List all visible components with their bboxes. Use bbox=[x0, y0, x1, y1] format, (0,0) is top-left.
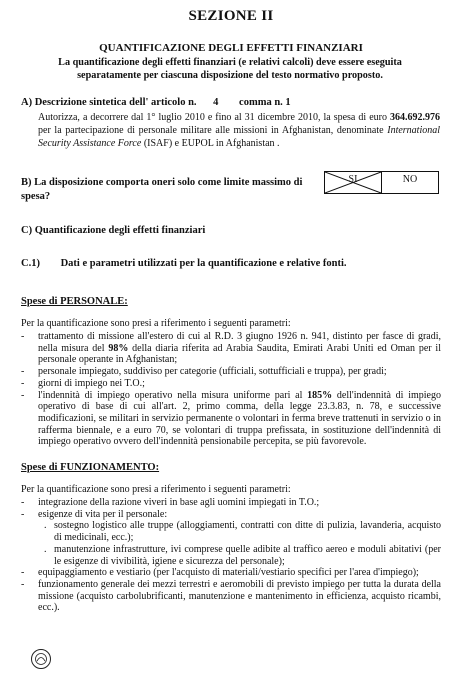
section-c1-label: C.1) bbox=[21, 258, 40, 269]
sub-list-item: . sostegno logistico alle truppe (alloggiamenti, contratti con ditte di pulizia, lavanderia, acquisto di medicinali, ecc.); bbox=[38, 520, 441, 543]
section-c-heading: C) Quantificazione degli effetti finanziari bbox=[21, 225, 206, 236]
funzionamento-intro: Per la quantificazione sono presi a riferimento i seguenti parametri: bbox=[21, 484, 291, 495]
official-seal-icon bbox=[30, 648, 52, 670]
list-item: - integrazione della razione viveri in base agli uomini impiegati in T.O.; bbox=[21, 497, 441, 509]
article-description-text bbox=[38, 111, 440, 150]
personale-intro: Per la quantificazione sono presi a riferimento i seguenti parametri: bbox=[21, 318, 291, 329]
list-item: - giorni di impiego nei T.O.; bbox=[21, 378, 441, 390]
comma-label: comma n. bbox=[239, 97, 283, 108]
personale-list bbox=[21, 331, 441, 448]
mission-name-italic: International Security Assistance Force bbox=[38, 125, 441, 149]
section-c1-title: Dati e parametri utilizzati per la quantificazione e relative fonti. bbox=[60, 258, 347, 269]
list-item: - equipaggiamento e vestiario (per l'acquisto di materiali/vestiario specifici per l'area d'impiego); bbox=[21, 567, 441, 579]
article-label: A) Descrizione sintetica dell' articolo n. bbox=[21, 97, 197, 108]
funzionamento-list bbox=[21, 497, 441, 614]
no-label: NO bbox=[402, 174, 418, 185]
yes-no-box bbox=[324, 171, 439, 194]
section-c1-heading bbox=[21, 258, 347, 269]
sub-list-item: . manutenzione infrastrutture, ivi comprese quelle adibite al traffico aereo e moduli abitativi (per le esigenze di vivibilità, igiene e sicurezza del personale); bbox=[38, 544, 441, 567]
funzionamento-heading: Spese di FUNZIONAMENTO: bbox=[21, 462, 160, 473]
article-number: 4 bbox=[213, 97, 219, 108]
comma-number: 1 bbox=[285, 97, 291, 108]
list-item: - esigenze di vita per il personale: . sostegno logistico alle truppe (alloggiamenti, contratti con ditte di pulizia, lavanderia, acquisto di medicinali, ecc.); . manutenzione infrastrutture, ivi comprese quelle adibite al traffico aereo e moduli abitativi (per le esigenze di vivibilità, igiene e sicurezza del personale); bbox=[21, 509, 441, 568]
cross-mark-icon bbox=[325, 172, 382, 193]
instruction-note: La quantificazione degli effetti finanziari (e relativi calcoli) deve essere eseguita separatamente per ciascuna disposizione del testo normativo proposto. bbox=[58, 57, 402, 81]
section-subtitle: QUANTIFICAZIONE DEGLI EFFETTI FINANZIARI bbox=[99, 42, 363, 54]
personale-heading: Spese di PERSONALE: bbox=[21, 296, 128, 307]
list-item: - l'indennità di impiego operativo nella misura uniforme pari al 185% dell'indennità di impiego operativo di base di cui all'art. 2, primo comma, della legge 23.3.83, n. 78, e successive modificazioni, se militari in servizio permanente o volontari in ferma breve trattenuti in servizio o in rafferma biennale, e a euro 70, se volontari di truppa prefissata, in sostituzione dell'indennità di impiego operativo ovvero dell'indennità pensionabile percepita, se più favorevole. bbox=[21, 390, 441, 449]
amount-value: 364.692.976 bbox=[390, 112, 441, 123]
article-description-heading bbox=[21, 97, 291, 108]
description-text-middle: per la partecipazione di personale militare alle missioni in Afghanistan, denominate bbox=[38, 125, 384, 136]
yes-label: SI bbox=[348, 174, 358, 185]
list-item: - trattamento di missione all'estero di cui al R.D. 3 giugno 1926 n. 941, distinto per fasce di gradi, nella misura del 98% della diaria riferita ad Arabia Saudita, Emirati Arabi Uniti ed Oman per il personale operante in Afghanistan; bbox=[21, 331, 441, 366]
list-item: - funzionamento generale dei mezzi terrestri e aeromobili di previsto impiego per tutta la durata della missione (acquisto carbolubrificanti, manutenzione e mantenimento in efficienza, acquisto ricambi, ecc.). bbox=[21, 579, 441, 614]
ceiling-question: B) La disposizione comporta oneri solo come limite massimo di spesa? bbox=[21, 177, 303, 202]
description-text-end: (ISAF) e EUPOL in Afghanistan . bbox=[143, 138, 280, 149]
list-item: - personale impiegato, suddiviso per categorie (ufficiali, sottufficiali e truppa), per gradi; bbox=[21, 366, 441, 378]
sub-list bbox=[38, 520, 441, 567]
no-cell[interactable] bbox=[382, 172, 438, 193]
description-text-start: Autorizza, a decorrere dal 1° luglio 2010 e fino al 31 dicembre 2010, la spesa di euro bbox=[38, 112, 387, 123]
section-title: SEZIONE II bbox=[188, 8, 274, 24]
